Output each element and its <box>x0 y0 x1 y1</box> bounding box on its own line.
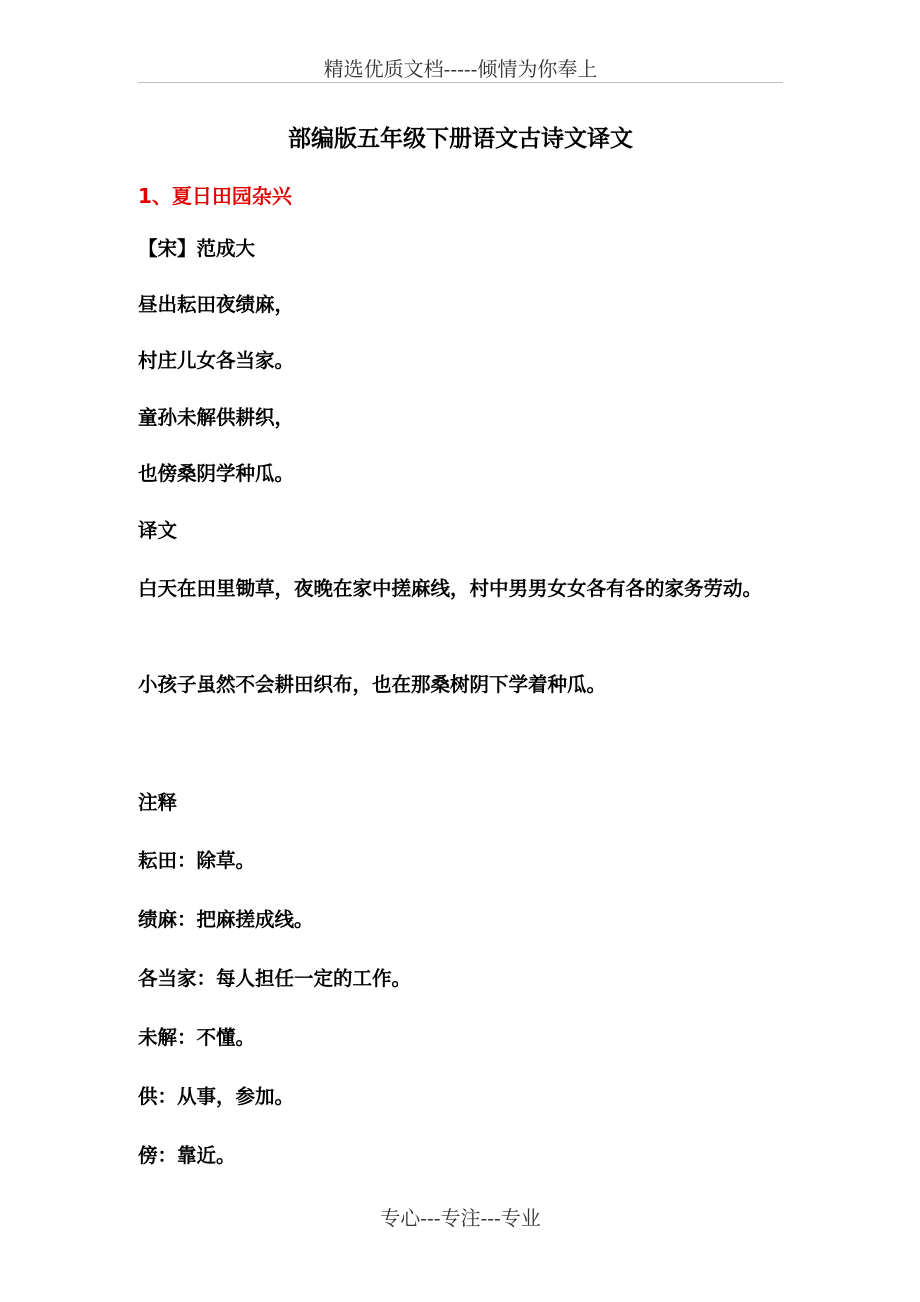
note-item: 傍：靠近。 <box>138 1144 236 1167</box>
section-title: 1、夏日田园杂兴 <box>138 184 292 208</box>
note-item: 绩麻：把麻搓成线。 <box>138 908 314 931</box>
poem-line: 村庄儿女各当家。 <box>138 349 295 372</box>
header-divider <box>138 82 783 83</box>
translation-paragraph: 小孩子虽然不会耕田织布，也在那桑树阴下学着种瓜。 <box>138 673 607 696</box>
note-item: 各当家：每人担任一定的工作。 <box>138 967 412 990</box>
page-header: 精选优质文档-----倾情为你奉上 <box>323 57 598 81</box>
poem-line: 昼出耘田夜绩麻， <box>138 293 295 316</box>
document-title: 部编版五年级下册语文古诗文译文 <box>288 126 633 152</box>
translation-paragraph: 白天在田里锄草，夜晚在家中搓麻线，村中男男女女各有各的家务劳动。 <box>138 577 763 600</box>
note-item: 耘田：除草。 <box>138 849 256 872</box>
note-item: 供：从事，参加。 <box>138 1085 295 1108</box>
note-item: 未解：不懂。 <box>138 1026 256 1049</box>
page-footer: 专心---专注---专业 <box>380 1206 541 1230</box>
poem-line: 也傍桑阴学种瓜。 <box>138 462 295 485</box>
poem-line: 童孙未解供耕织， <box>138 406 295 429</box>
translation-heading: 译文 <box>138 519 178 542</box>
poem-author: 【宋】范成大 <box>138 237 256 260</box>
notes-heading: 注释 <box>138 791 178 814</box>
